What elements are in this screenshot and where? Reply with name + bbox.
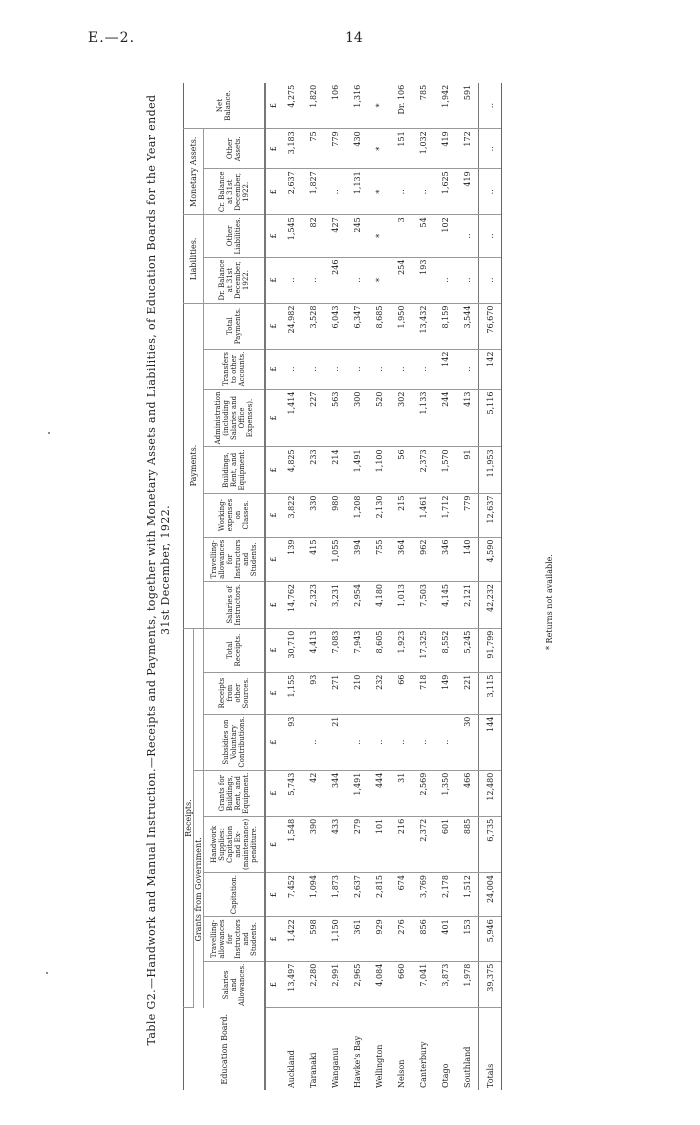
value-cell: 3,528 bbox=[302, 303, 324, 349]
value-cell: 413 bbox=[456, 389, 479, 447]
page-code: E.—2. bbox=[88, 30, 136, 46]
value-cell: .. bbox=[346, 257, 368, 303]
value-cell: 2,178 bbox=[434, 873, 456, 917]
liabilities-group-header: Liabilities. bbox=[184, 215, 204, 303]
value-cell: 1,131 bbox=[346, 169, 368, 215]
value-cell: 718 bbox=[412, 672, 434, 714]
value-cell: 1,923 bbox=[390, 628, 412, 672]
value-cell: 598 bbox=[302, 917, 324, 961]
value-cell: 4,413 bbox=[302, 628, 324, 672]
value-cell: 106 bbox=[324, 83, 346, 129]
total-cell: .. bbox=[479, 83, 502, 129]
value-cell: 7,452 bbox=[280, 873, 302, 917]
total-cell: 5,116 bbox=[479, 389, 502, 447]
value-cell: 563 bbox=[324, 389, 346, 447]
value-cell: 245 bbox=[346, 215, 368, 257]
value-cell: 1,133 bbox=[412, 389, 434, 447]
value-cell: .. bbox=[390, 169, 412, 215]
value-cell: 2,130 bbox=[368, 493, 390, 537]
total-cell: .. bbox=[479, 129, 502, 169]
value-cell: 1,461 bbox=[412, 493, 434, 537]
value-cell: 430 bbox=[346, 129, 368, 169]
value-cell: 419 bbox=[434, 129, 456, 169]
value-cell: .. bbox=[302, 257, 324, 303]
value-cell: 3,544 bbox=[456, 303, 479, 349]
value-cell: * bbox=[368, 83, 390, 129]
value-cell: 3,231 bbox=[324, 581, 346, 628]
value-cell: 214 bbox=[324, 447, 346, 493]
value-cell: 419 bbox=[456, 169, 479, 215]
value-cell: * bbox=[368, 129, 390, 169]
value-cell: .. bbox=[434, 714, 456, 770]
value-cell: 4,825 bbox=[280, 447, 302, 493]
value-cell: 93 bbox=[280, 714, 302, 770]
value-cell: 591 bbox=[456, 83, 479, 129]
value-cell: 8,605 bbox=[368, 628, 390, 672]
value-cell: .. bbox=[390, 714, 412, 770]
value-cell: 2,954 bbox=[346, 581, 368, 628]
value-cell: 7,083 bbox=[324, 628, 346, 672]
col-header: Subsidies on Voluntary Contributions. bbox=[204, 714, 266, 770]
value-cell: .. bbox=[456, 257, 479, 303]
value-cell: 1,827 bbox=[302, 169, 324, 215]
value-cell: .. bbox=[302, 349, 324, 389]
total-cell: 12,480 bbox=[479, 770, 502, 816]
value-cell: 929 bbox=[368, 917, 390, 961]
value-cell: .. bbox=[390, 349, 412, 389]
value-cell: 1,422 bbox=[280, 917, 302, 961]
value-cell: 172 bbox=[456, 129, 479, 169]
value-cell: 276 bbox=[390, 917, 412, 961]
value-cell: .. bbox=[434, 257, 456, 303]
col-header: Travelling-allowances for Instructors and Students. bbox=[204, 917, 266, 961]
value-cell: .. bbox=[456, 349, 479, 389]
unit-cell: £ bbox=[265, 303, 280, 349]
value-cell: 3,183 bbox=[280, 129, 302, 169]
unit-cell: £ bbox=[265, 770, 280, 816]
value-cell: .. bbox=[368, 349, 390, 389]
scan-speck bbox=[48, 432, 50, 434]
col-header: Total Payments. bbox=[204, 303, 266, 349]
col-header: Total Receipts. bbox=[204, 628, 266, 672]
value-cell: 520 bbox=[368, 389, 390, 447]
value-cell: 1,545 bbox=[280, 215, 302, 257]
unit-cell: £ bbox=[265, 581, 280, 628]
value-cell: 4,180 bbox=[368, 581, 390, 628]
unit-cell: £ bbox=[265, 349, 280, 389]
total-cell: 5,946 bbox=[479, 917, 502, 961]
totals-row bbox=[479, 83, 502, 1090]
value-cell: 1,100 bbox=[368, 447, 390, 493]
total-cell: 76,670 bbox=[479, 303, 502, 349]
total-cell: 6,735 bbox=[479, 816, 502, 872]
col-header: Working-expenses on Classes. bbox=[204, 493, 266, 537]
unit-cell: £ bbox=[265, 447, 280, 493]
table-row bbox=[456, 83, 479, 1090]
table-body bbox=[265, 83, 502, 1090]
value-cell: 17,325 bbox=[412, 628, 434, 672]
receipts-blank-header bbox=[194, 628, 204, 770]
unit-cell: £ bbox=[265, 873, 280, 917]
col-header: Other Liabilities. bbox=[204, 215, 266, 257]
total-cell: 39,375 bbox=[479, 961, 502, 1008]
value-cell: 660 bbox=[390, 961, 412, 1008]
col-header: Dr. Balance at 31st December, 1922. bbox=[204, 257, 266, 303]
value-cell: 779 bbox=[456, 493, 479, 537]
value-cell: 1,625 bbox=[434, 169, 456, 215]
value-cell: 1,055 bbox=[324, 537, 346, 581]
payments-group-header: Payments. bbox=[184, 303, 204, 628]
value-cell: 4,275 bbox=[280, 83, 302, 129]
grants-group-header: Grants from Government. bbox=[194, 770, 204, 1008]
unit-cell: £ bbox=[265, 389, 280, 447]
value-cell: 233 bbox=[302, 447, 324, 493]
total-cell: 142 bbox=[479, 349, 502, 389]
receipts-group-header: Receipts. bbox=[184, 628, 194, 1008]
value-cell: 1,208 bbox=[346, 493, 368, 537]
value-cell: .. bbox=[456, 215, 479, 257]
value-cell: 1,316 bbox=[346, 83, 368, 129]
total-cell: 24,004 bbox=[479, 873, 502, 917]
value-cell: 2,569 bbox=[412, 770, 434, 816]
value-cell: 56 bbox=[390, 447, 412, 493]
value-cell: 779 bbox=[324, 129, 346, 169]
value-cell: 7,041 bbox=[412, 961, 434, 1008]
value-cell: 2,121 bbox=[456, 581, 479, 628]
value-cell: 54 bbox=[412, 215, 434, 257]
value-cell: 2,637 bbox=[280, 169, 302, 215]
value-cell: 755 bbox=[368, 537, 390, 581]
value-cell: 433 bbox=[324, 816, 346, 872]
value-cell: 244 bbox=[434, 389, 456, 447]
value-cell: 232 bbox=[368, 672, 390, 714]
value-cell: 149 bbox=[434, 672, 456, 714]
col-header: Other Assets. bbox=[204, 129, 266, 169]
value-cell: 1,548 bbox=[280, 816, 302, 872]
value-cell: 980 bbox=[324, 493, 346, 537]
value-cell: 82 bbox=[302, 215, 324, 257]
board-name-cell: Hawke's Bay bbox=[352, 1035, 362, 1088]
value-cell: 4,145 bbox=[434, 581, 456, 628]
value-cell: .. bbox=[346, 714, 368, 770]
total-cell: .. bbox=[479, 215, 502, 257]
value-cell: 24,982 bbox=[280, 303, 302, 349]
value-cell: 1,950 bbox=[390, 303, 412, 349]
total-cell: .. bbox=[479, 169, 502, 215]
board-name-cell: Wanganui bbox=[330, 1047, 340, 1088]
value-cell: 330 bbox=[302, 493, 324, 537]
unit-cell: £ bbox=[265, 169, 280, 215]
total-cell: 42,232 bbox=[479, 581, 502, 628]
value-cell: 2,373 bbox=[412, 447, 434, 493]
value-cell: .. bbox=[280, 257, 302, 303]
value-cell: 1,350 bbox=[434, 770, 456, 816]
value-cell: 151 bbox=[390, 129, 412, 169]
value-cell: .. bbox=[412, 714, 434, 770]
value-cell: 785 bbox=[412, 83, 434, 129]
col-board-header: Education Board. bbox=[184, 1008, 266, 1090]
value-cell: 13,432 bbox=[412, 303, 434, 349]
value-cell: 2,280 bbox=[302, 961, 324, 1008]
value-cell: .. bbox=[302, 714, 324, 770]
value-cell: 1,942 bbox=[434, 83, 456, 129]
value-cell: .. bbox=[280, 349, 302, 389]
value-cell: 1,570 bbox=[434, 447, 456, 493]
value-cell: 7,503 bbox=[412, 581, 434, 628]
value-cell: 1,820 bbox=[302, 83, 324, 129]
value-cell: 1,712 bbox=[434, 493, 456, 537]
value-cell: 93 bbox=[302, 672, 324, 714]
value-cell: 254 bbox=[390, 257, 412, 303]
value-cell: 394 bbox=[346, 537, 368, 581]
value-cell: 2,815 bbox=[368, 873, 390, 917]
value-cell: 2,372 bbox=[412, 816, 434, 872]
value-cell: 91 bbox=[456, 447, 479, 493]
total-cell: .. bbox=[479, 257, 502, 303]
col-header: Grants for Buildings, Rent, and Equipment. bbox=[204, 770, 266, 816]
unit-cell: £ bbox=[265, 257, 280, 303]
value-cell: 1,013 bbox=[390, 581, 412, 628]
board-name-cell: Taranaki bbox=[308, 1052, 318, 1088]
page-number: 14 bbox=[345, 30, 363, 46]
col-header: Receipts from other Sources. bbox=[204, 672, 266, 714]
value-cell: 444 bbox=[368, 770, 390, 816]
value-cell: 210 bbox=[346, 672, 368, 714]
value-cell: 5,743 bbox=[280, 770, 302, 816]
table-row bbox=[434, 83, 456, 1090]
receipts-payments-table bbox=[183, 83, 502, 1090]
value-cell: 962 bbox=[412, 537, 434, 581]
value-cell: 140 bbox=[456, 537, 479, 581]
board-name-cell: Otago bbox=[440, 1063, 450, 1088]
value-cell: 3,822 bbox=[280, 493, 302, 537]
value-cell: 885 bbox=[456, 816, 479, 872]
value-cell: 427 bbox=[324, 215, 346, 257]
units-blank-cell bbox=[265, 1008, 280, 1090]
board-name-cell: Nelson bbox=[396, 1059, 406, 1088]
value-cell: 6,347 bbox=[346, 303, 368, 349]
value-cell: 5,245 bbox=[456, 628, 479, 672]
value-cell: 42 bbox=[302, 770, 324, 816]
value-cell: 75 bbox=[302, 129, 324, 169]
value-cell: 361 bbox=[346, 917, 368, 961]
value-cell: 3,873 bbox=[434, 961, 456, 1008]
board-name-cell: Auckland bbox=[286, 1050, 296, 1088]
value-cell: 1,032 bbox=[412, 129, 434, 169]
value-cell: 364 bbox=[390, 537, 412, 581]
value-cell: 8,552 bbox=[434, 628, 456, 672]
unit-cell: £ bbox=[265, 537, 280, 581]
value-cell: 2,991 bbox=[324, 961, 346, 1008]
total-cell: 4,590 bbox=[479, 537, 502, 581]
board-name-cell: Canterbury bbox=[418, 1041, 428, 1088]
total-cell: 91,799 bbox=[479, 628, 502, 672]
value-cell: 3,769 bbox=[412, 873, 434, 917]
table-title-line-2: 31st December, 1922. bbox=[159, 504, 172, 636]
value-cell: 30,710 bbox=[280, 628, 302, 672]
value-cell: 415 bbox=[302, 537, 324, 581]
value-cell: 13,497 bbox=[280, 961, 302, 1008]
value-cell: 1,491 bbox=[346, 447, 368, 493]
scan-speck bbox=[46, 972, 48, 974]
value-cell: 139 bbox=[280, 537, 302, 581]
board-name-cell: Southland bbox=[462, 1046, 472, 1088]
value-cell: .. bbox=[346, 349, 368, 389]
col-header: Buildings, Rent, and Equipment. bbox=[204, 447, 266, 493]
col-header: Salaries and Allowances. bbox=[204, 961, 266, 1008]
table-row bbox=[390, 83, 412, 1090]
value-cell: .. bbox=[412, 169, 434, 215]
value-cell: 1,873 bbox=[324, 873, 346, 917]
table-row bbox=[412, 83, 434, 1090]
value-cell: Dr. 106 bbox=[390, 83, 412, 129]
value-cell: 1,094 bbox=[302, 873, 324, 917]
value-cell: 1,414 bbox=[280, 389, 302, 447]
value-cell: 279 bbox=[346, 816, 368, 872]
value-cell: 21 bbox=[324, 714, 346, 770]
value-cell: 8,159 bbox=[434, 303, 456, 349]
value-cell: 142 bbox=[434, 349, 456, 389]
value-cell: 1,512 bbox=[456, 873, 479, 917]
value-cell: 102 bbox=[434, 215, 456, 257]
total-cell: 3,115 bbox=[479, 672, 502, 714]
value-cell: .. bbox=[324, 169, 346, 215]
totals-label: Totals bbox=[479, 1008, 502, 1090]
unit-cell: £ bbox=[265, 714, 280, 770]
unit-cell: £ bbox=[265, 961, 280, 1008]
value-cell: 7,943 bbox=[346, 628, 368, 672]
value-cell: 6,043 bbox=[324, 303, 346, 349]
col-header: Administration (including Salaries and Office Expenses). bbox=[204, 389, 266, 447]
value-cell: 344 bbox=[324, 770, 346, 816]
value-cell: 216 bbox=[390, 816, 412, 872]
value-cell: 14,762 bbox=[280, 581, 302, 628]
value-cell: 1,978 bbox=[456, 961, 479, 1008]
table-row bbox=[280, 83, 302, 1090]
value-cell: 221 bbox=[456, 672, 479, 714]
board-name-cell: Wellington bbox=[374, 1044, 384, 1088]
value-cell: 215 bbox=[390, 493, 412, 537]
col-header: Cr. Balance at 31st December, 1922. bbox=[204, 169, 266, 215]
value-cell: .. bbox=[368, 714, 390, 770]
total-cell: 11,953 bbox=[479, 447, 502, 493]
col-header: Capitation. bbox=[204, 873, 266, 917]
value-cell: 246 bbox=[324, 257, 346, 303]
total-cell: 12,637 bbox=[479, 493, 502, 537]
unit-cell: £ bbox=[265, 917, 280, 961]
unit-cell: £ bbox=[265, 129, 280, 169]
table-title bbox=[145, 50, 173, 1090]
value-cell: .. bbox=[324, 349, 346, 389]
table-row bbox=[302, 83, 324, 1090]
value-cell: 193 bbox=[412, 257, 434, 303]
table-row bbox=[324, 83, 346, 1090]
value-cell: 101 bbox=[368, 816, 390, 872]
col-net-balance-header: Net Balance. bbox=[184, 83, 266, 129]
value-cell: 401 bbox=[434, 917, 456, 961]
col-header: Travelling-allowances for Instructors and Students. bbox=[204, 537, 266, 581]
unit-cell: £ bbox=[265, 628, 280, 672]
units-row bbox=[265, 83, 280, 1090]
value-cell: * bbox=[368, 215, 390, 257]
value-cell: 2,637 bbox=[346, 873, 368, 917]
value-cell: 674 bbox=[390, 873, 412, 917]
value-cell: 30 bbox=[456, 714, 479, 770]
value-cell: .. bbox=[412, 349, 434, 389]
value-cell: 2,323 bbox=[302, 581, 324, 628]
value-cell: 271 bbox=[324, 672, 346, 714]
unit-cell: £ bbox=[265, 672, 280, 714]
value-cell: 66 bbox=[390, 672, 412, 714]
value-cell: 8,685 bbox=[368, 303, 390, 349]
value-cell: 1,491 bbox=[346, 770, 368, 816]
value-cell: 466 bbox=[456, 770, 479, 816]
value-cell: 1,150 bbox=[324, 917, 346, 961]
value-cell: 2,965 bbox=[346, 961, 368, 1008]
unit-cell: £ bbox=[265, 493, 280, 537]
value-cell: 302 bbox=[390, 389, 412, 447]
col-header: Handwork Supplies: Capitation and Ex-(maintenance) penditure. bbox=[204, 816, 266, 872]
total-cell: 144 bbox=[479, 714, 502, 770]
assets-group-header: Monetary Assets. bbox=[184, 129, 204, 215]
value-cell: 856 bbox=[412, 917, 434, 961]
table-title-line-1: Table G2.—Handwork and Manual Instruction.—Receipts and Payments, together with Monetary Assets and Liabilities, of Education Boards for the Year ended bbox=[145, 94, 158, 1046]
value-cell: 153 bbox=[456, 917, 479, 961]
unit-cell: £ bbox=[265, 83, 280, 129]
table-row bbox=[368, 83, 390, 1090]
col-header: Salaries of Instructors. bbox=[204, 581, 266, 628]
value-cell: 31 bbox=[390, 770, 412, 816]
footnote: * Returns not available. bbox=[545, 554, 554, 650]
value-cell: 1,155 bbox=[280, 672, 302, 714]
value-cell: * bbox=[368, 169, 390, 215]
value-cell: 390 bbox=[302, 816, 324, 872]
value-cell: * bbox=[368, 257, 390, 303]
value-cell: 4,084 bbox=[368, 961, 390, 1008]
value-cell: 346 bbox=[434, 537, 456, 581]
value-cell: 3 bbox=[390, 215, 412, 257]
unit-cell: £ bbox=[265, 816, 280, 872]
value-cell: 300 bbox=[346, 389, 368, 447]
value-cell: 227 bbox=[302, 389, 324, 447]
unit-cell: £ bbox=[265, 215, 280, 257]
col-header: Transfers to other Accounts. bbox=[204, 349, 266, 389]
value-cell: 601 bbox=[434, 816, 456, 872]
table-row bbox=[346, 83, 368, 1090]
rotated-page-body bbox=[145, 50, 585, 1090]
